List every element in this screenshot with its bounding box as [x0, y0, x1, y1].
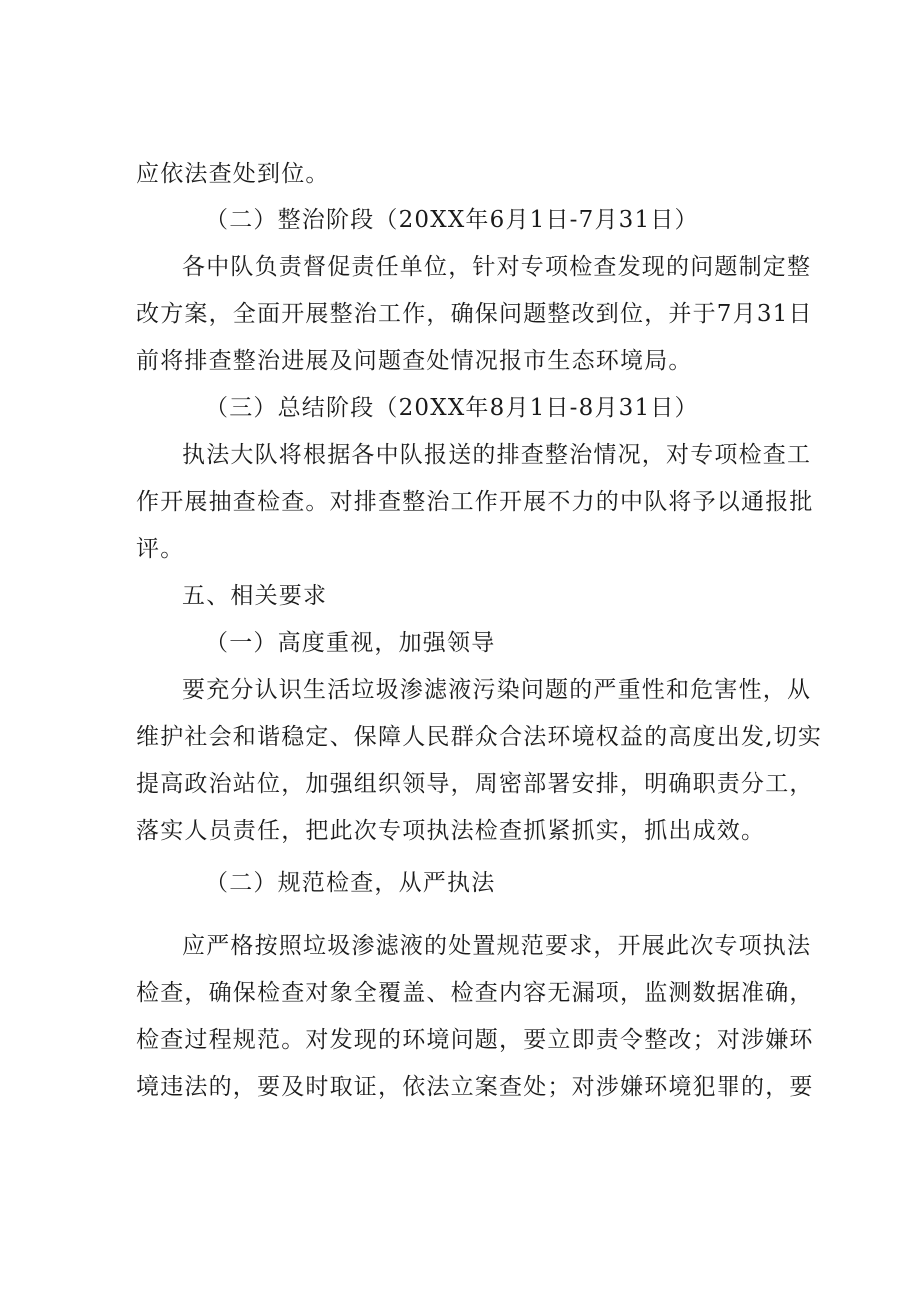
paragraph-line: 检查过程规范。对发现的环境问题，要立即责令整改；对涉嫌环: [136, 1027, 814, 1053]
paragraph-line: 要充分认识生活垃圾渗滤液污染问题的严重性和危害性，从: [182, 677, 812, 703]
paragraph-line: 改方案，全面开展整治工作，确保问题整改到位，并于7月31日: [136, 301, 813, 327]
paragraph-line: 作开展抽查检查。对排查整治工作开展不力的中队将予以通报批: [136, 489, 814, 515]
paragraph-line: 境违法的，要及时取证，依法立案查处；对涉嫌环境犯罪的，要: [136, 1074, 814, 1100]
paragraph-line: 提高政治站位，加强组织领导，周密部署安排，明确职责分工，: [136, 771, 814, 797]
section-heading-summary-phase: （三）总结阶段（20XX年8月1日-8月31日）: [205, 395, 699, 421]
section-heading-rectification-phase: （二）整治阶段（20XX年6月1日-7月31日）: [205, 207, 699, 233]
paragraph-line: 应依法查处到位。: [136, 161, 330, 187]
paragraph-line: 评。: [136, 536, 185, 562]
paragraph-line: 各中队负责督促责任单位，针对专项检查发现的问题制定整: [182, 254, 812, 280]
subsection-heading-attach-importance: （一）高度重视，加强领导: [205, 630, 496, 656]
paragraph-line: 执法大队将根据各中队报送的排查整治情况，对专项检查工: [182, 442, 812, 468]
paragraph-line: 检查，确保检查对象全覆盖、检查内容无漏项，监测数据准确，: [136, 980, 814, 1006]
paragraph-line: 应严格按照垃圾渗滤液的处置规范要求，开展此次专项执法: [182, 933, 812, 959]
paragraph-line: 落实人员责任，把此次专项执法检查抓紧抓实，抓出成效。: [136, 818, 766, 844]
section-heading-related-requirements: 五、相关要求: [182, 583, 328, 609]
subsection-heading-standardize-inspection: （二）规范检查，从严执法: [205, 870, 496, 896]
paragraph-line: 前将排查整治进展及问题查处情况报市生态环境局。: [136, 348, 693, 374]
paragraph-line: 维护社会和谐稳定、保障人民群众合法环境权益的高度出发,切实: [136, 724, 823, 750]
